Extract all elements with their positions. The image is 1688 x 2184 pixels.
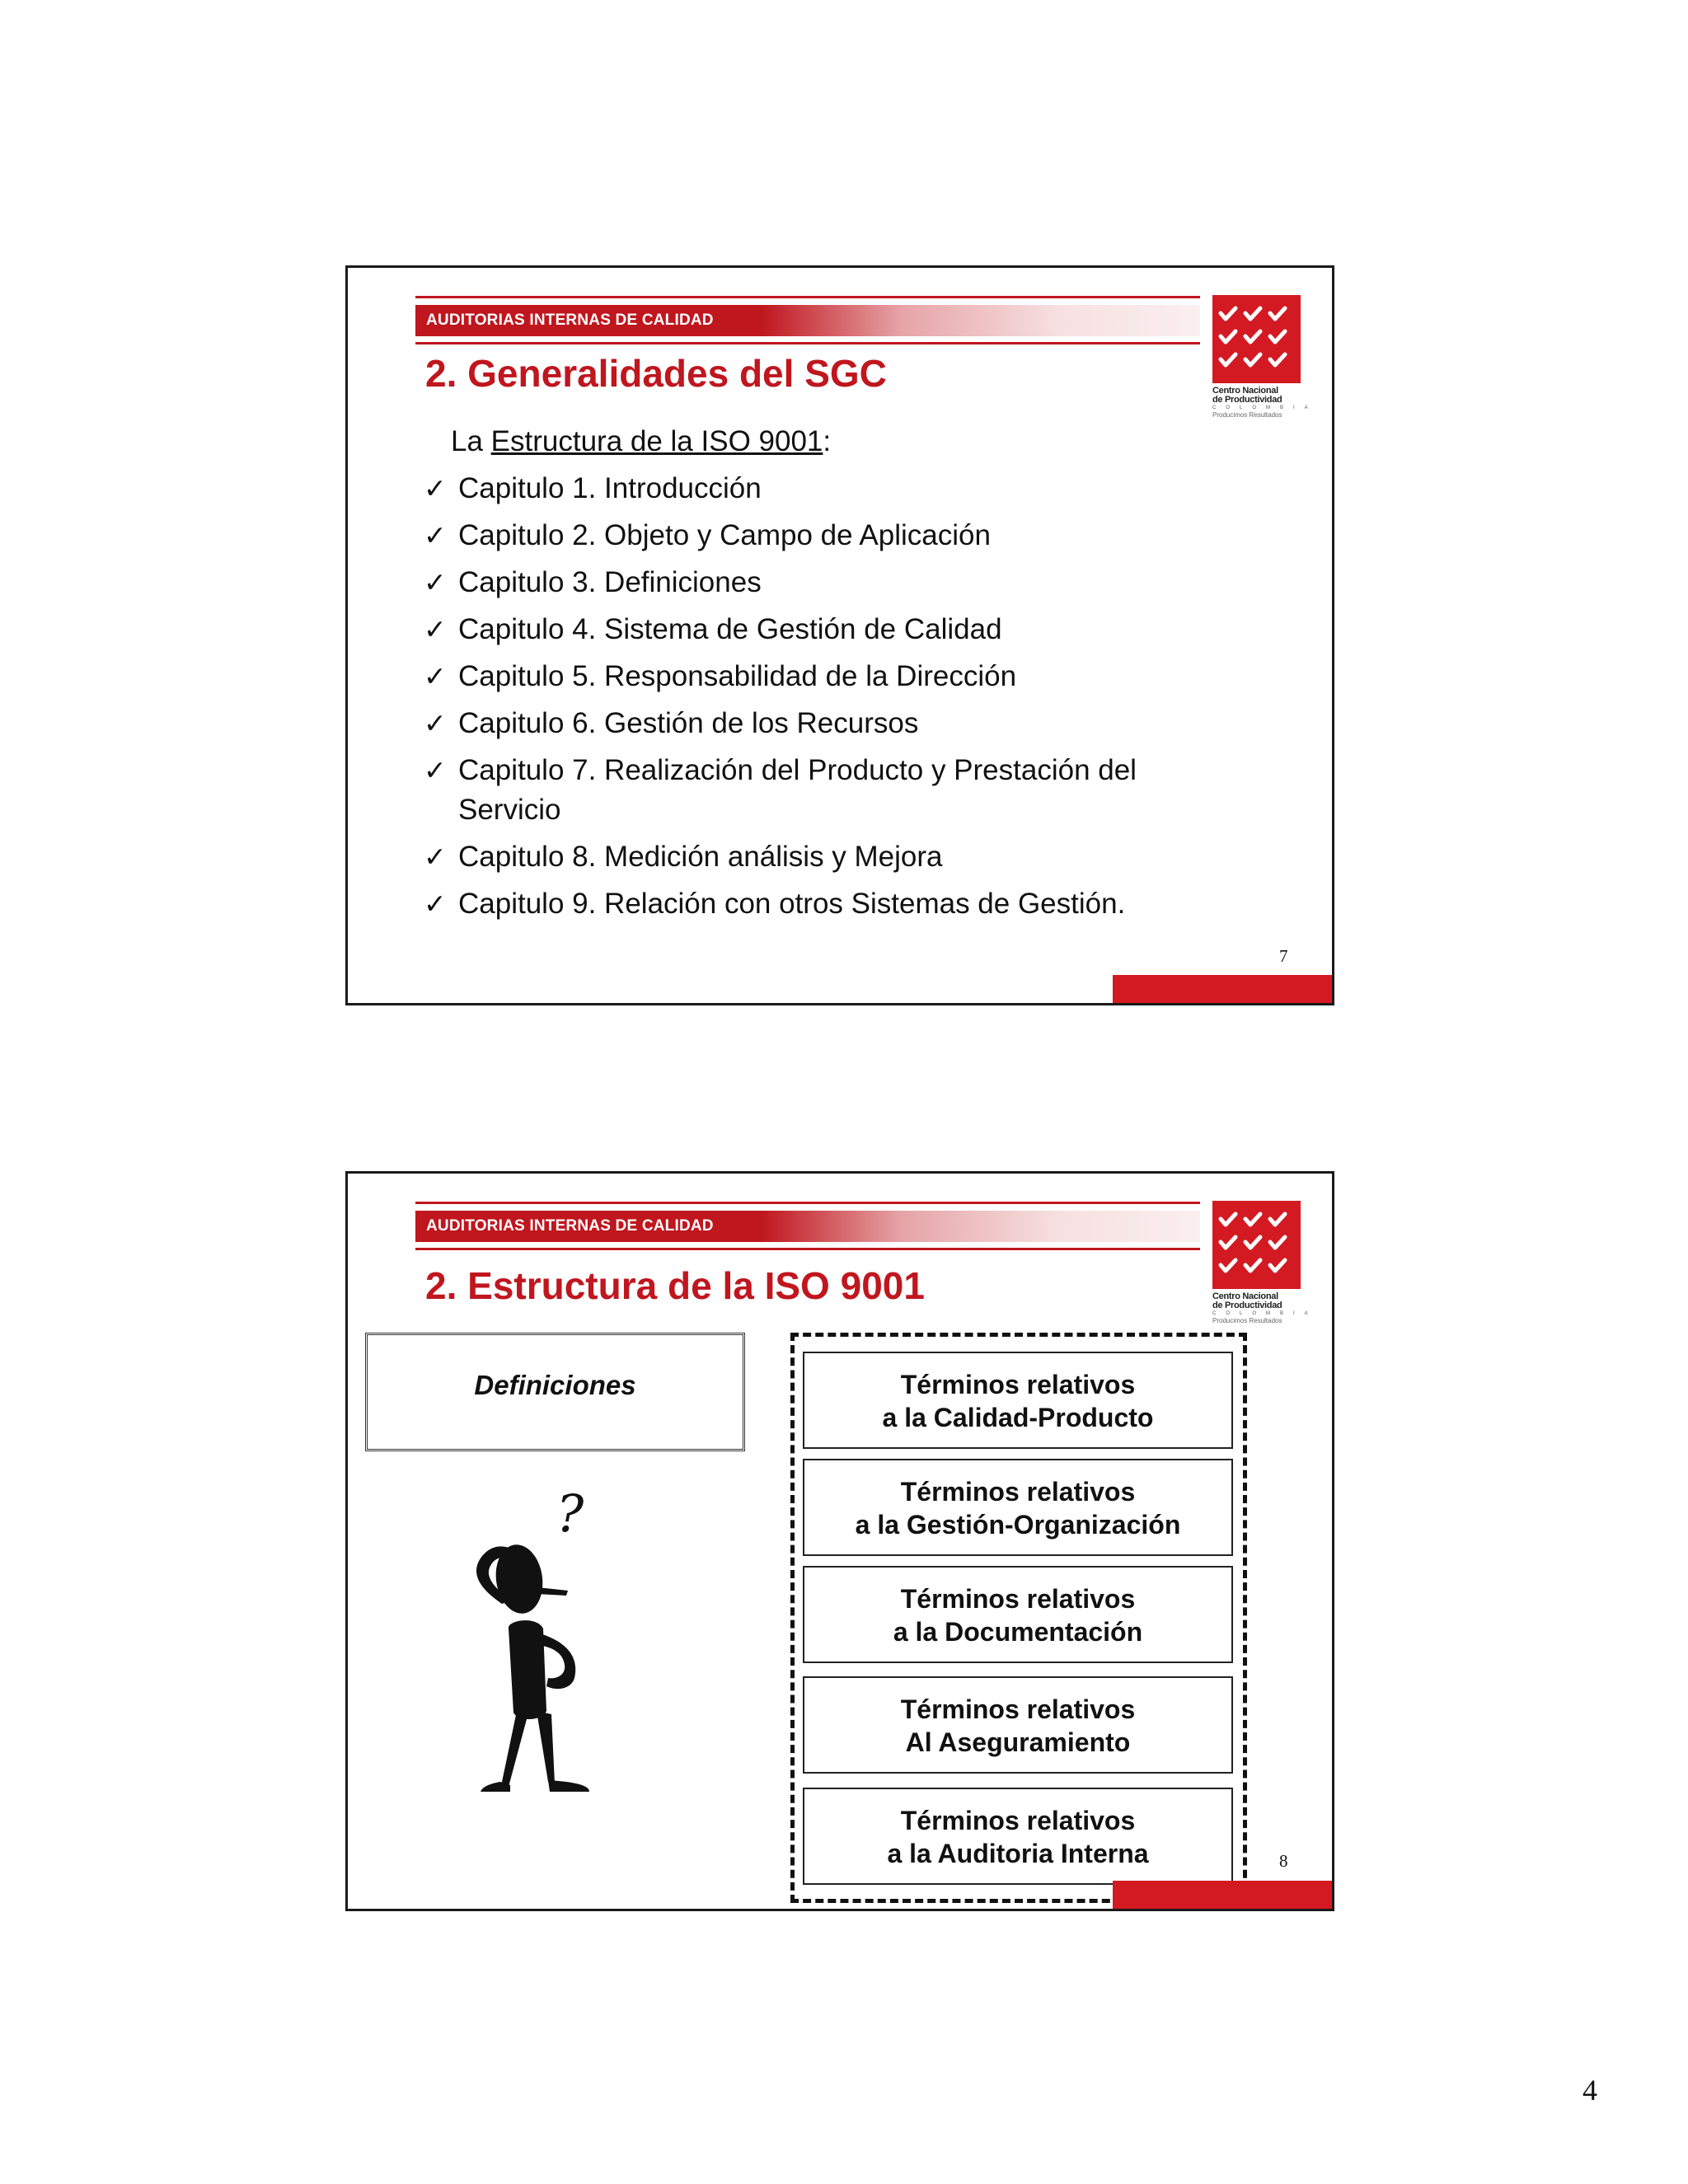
header-label: AUDITORIAS INTERNAS DE CALIDAD xyxy=(426,1217,714,1235)
logo-text-line1: Centro Nacional xyxy=(1212,386,1278,396)
slide-8 xyxy=(345,1171,1334,1911)
intro-prefix: La xyxy=(451,425,491,457)
slide-page-number: 8 xyxy=(1279,1851,1288,1871)
list-item xyxy=(424,516,1200,555)
logo-text-line3: COLOMBIA xyxy=(1212,405,1318,410)
list-item-text: Capitulo 4. Sistema de Gestión de Calidad xyxy=(458,613,1002,645)
footer-red-block xyxy=(1113,975,1334,1005)
term-line2: a la Gestión-Organización xyxy=(855,1510,1181,1540)
term-line1: Términos relativos xyxy=(900,1694,1136,1724)
checkmarks-logo-icon xyxy=(1212,1201,1301,1289)
term-box-aseguramiento xyxy=(803,1676,1233,1774)
check-icon: ✓ xyxy=(424,520,447,551)
list-item xyxy=(424,704,1200,743)
list-item xyxy=(424,657,1200,696)
list-item xyxy=(424,884,1200,924)
list-item-text: Capitulo 3. Definiciones xyxy=(458,566,762,598)
check-icon: ✓ xyxy=(424,661,447,691)
logo-text-line2: de Productividad xyxy=(1212,1301,1282,1310)
list-item xyxy=(424,610,1200,649)
term-box-gestion-organizacion xyxy=(803,1459,1233,1556)
list-item xyxy=(424,563,1200,602)
document-page-number: 4 xyxy=(1582,2074,1597,2107)
list-item-text: Capitulo 9. Relación con otros Sistemas de Gestión. xyxy=(458,888,1126,920)
list-item xyxy=(424,469,1200,509)
definitions-label: Definiciones xyxy=(474,1370,636,1400)
check-icon: ✓ xyxy=(424,755,447,785)
term-line1: Términos relativos xyxy=(900,1370,1136,1399)
term-line2: a la Auditoria Interna xyxy=(887,1839,1149,1868)
logo-text-line2: de Productividad xyxy=(1212,395,1282,405)
check-icon: ✓ xyxy=(424,614,447,644)
term-line2: a la Documentación xyxy=(893,1617,1143,1647)
slide-title: 2. Generalidades del SGC xyxy=(425,352,887,395)
list-item xyxy=(424,751,1200,830)
intro-suffix: : xyxy=(823,425,832,457)
header-bar xyxy=(415,305,1200,336)
check-icon: ✓ xyxy=(424,473,447,504)
list-item-text: Capitulo 7. Realización del Producto y Prestación del Servicio xyxy=(458,754,1137,826)
header-top-rule xyxy=(415,1202,1200,1204)
term-box-documentacion xyxy=(803,1566,1233,1663)
checkmarks-logo-icon xyxy=(1212,295,1301,383)
thinking-person-icon xyxy=(451,1480,616,1843)
list-item-text: Capitulo 8. Medición análisis y Mejora xyxy=(458,841,943,873)
list-item-text: Capitulo 1. Introducción xyxy=(458,472,762,504)
logo xyxy=(1212,295,1318,419)
logo-text-line1: Centro Nacional xyxy=(1212,1291,1278,1301)
logo-text-line4: Producimos Resultados xyxy=(1212,1317,1282,1324)
logo-text-line4: Producimos Resultados xyxy=(1212,411,1282,419)
term-line2: a la Calidad-Producto xyxy=(882,1403,1154,1432)
list-item-text: Capitulo 2. Objeto y Campo de Aplicación xyxy=(458,519,991,551)
footer-red-block xyxy=(1113,1881,1334,1911)
header-label: AUDITORIAS INTERNAS DE CALIDAD xyxy=(426,312,714,329)
check-icon: ✓ xyxy=(424,708,447,738)
term-box-auditoria-interna xyxy=(803,1788,1233,1885)
term-box-calidad-producto xyxy=(803,1352,1233,1449)
list-item-text: Capitulo 5. Responsabilidad de la Dirección xyxy=(458,660,1017,692)
definitions-box xyxy=(365,1333,745,1451)
term-line1: Términos relativos xyxy=(900,1806,1136,1835)
chapter-list xyxy=(424,469,1200,931)
logo-text-line3: COLOMBIA xyxy=(1212,1311,1318,1316)
check-icon: ✓ xyxy=(424,841,447,872)
slide-7 xyxy=(345,265,1334,1005)
check-icon: ✓ xyxy=(424,567,447,598)
header-bar xyxy=(415,1211,1200,1242)
slide-title: 2. Estructura de la ISO 9001 xyxy=(425,1264,925,1307)
logo xyxy=(1212,1201,1318,1324)
intro-line xyxy=(451,425,831,458)
header-bottom-rule xyxy=(415,1248,1200,1250)
term-line2: Al Aseguramiento xyxy=(905,1727,1131,1757)
question-mark-glyph: ? xyxy=(556,1483,584,1544)
slide-page-number: 7 xyxy=(1279,946,1288,966)
list-item-text: Capitulo 6. Gestión de los Recursos xyxy=(458,707,919,739)
intro-underlined: Estructura de la ISO 9001 xyxy=(490,425,823,457)
term-line1: Términos relativos xyxy=(900,1477,1136,1507)
list-item xyxy=(424,837,1200,877)
header-top-rule xyxy=(415,296,1200,298)
term-line1: Términos relativos xyxy=(900,1584,1136,1614)
check-icon: ✓ xyxy=(424,888,447,919)
header-bottom-rule xyxy=(415,342,1200,344)
